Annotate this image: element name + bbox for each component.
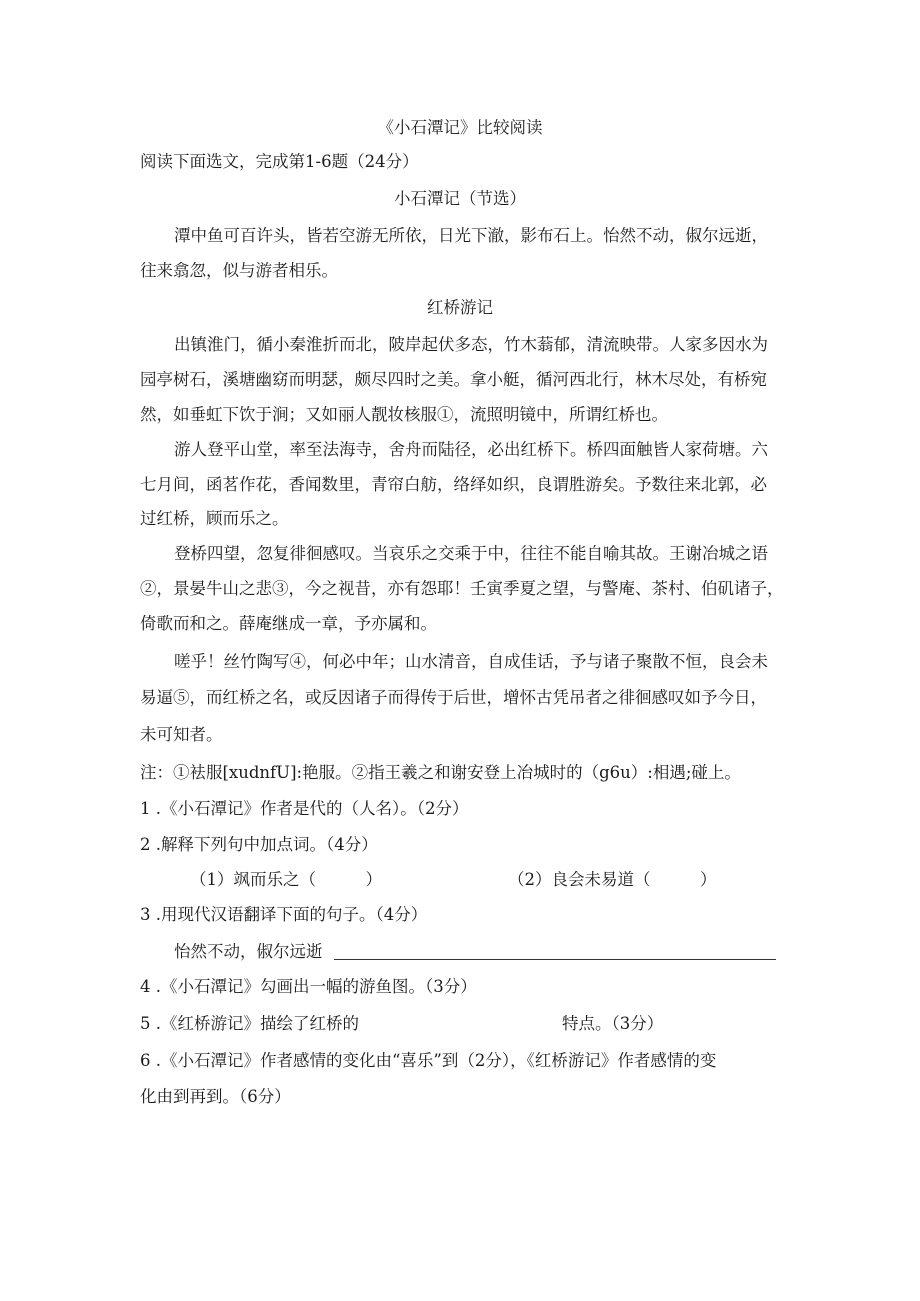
- question-3: 3 .用现代汉语翻译下面的句子。（4分）: [140, 905, 428, 924]
- passage2-p4-line-3: 未可知者。: [140, 725, 223, 744]
- main-title: 《小石潭记》比较阅读: [377, 118, 543, 137]
- question-6-line-1: 6 .《小石潭记》作者感情的变化由“喜乐”到（2分），《红桥游记》作者感情的变: [140, 1051, 717, 1070]
- question-2-item-1: （1）飒而乐之（ ）: [190, 870, 382, 889]
- passage2-p3-line-2: ②，景晏牛山之悲③，今之视昔，亦有怨耶！壬寅季夏之望，与警庵、茶村、伯矶诸子，: [140, 579, 784, 598]
- passage2-p1-line-3: 然，如垂虹下饮于涧；又如丽人靓妆核服①，流照明镜中，所谓红桥也。: [140, 405, 668, 424]
- question-6-line-2: 化由到再到。（6分）: [140, 1087, 291, 1106]
- passage2-p3-line-1: 登桥四望，忽复徘徊感叹。当哀乐之交乘于中，往往不能自喻其故。王谢冶城之语: [174, 544, 768, 563]
- passage2-p4-line-1: 嗟乎！丝竹陶写④，何必中年；山水清音，自成佳话，予与诸子聚散不恒，良会未: [174, 652, 768, 671]
- passage2-title: 红桥游记: [427, 298, 493, 317]
- question-3-sentence: 怡然不动，俶尔远逝: [174, 942, 323, 961]
- instruction: 阅读下面选文，完成第1-6题（24分）: [140, 152, 419, 171]
- passage1-title: 小石潭记（节选）: [394, 189, 526, 208]
- passage2-p1-line-2: 园亭树石，溪塘幽窈而明瑟，颇尽四时之美。拿小艇，循河西北行，林木尽处，有桥宛: [140, 370, 767, 389]
- question-1: 1 .《小石潭记》作者是代的（人名）。（2分）: [140, 799, 469, 818]
- question-5-part-1: 5 .《红桥游记》描绘了红桥的: [140, 1014, 359, 1033]
- passage2-p2-line-2: 七月间，函茗作花，香闻数里，青帘白舫，络绎如织，良谓胜游矣。予数往来北郭，必: [140, 475, 767, 494]
- passage2-p2-line-1: 游人登平山堂，率至法海寺，舍舟而陆径，必出红桥下。桥四面触皆人家荷塘。六: [174, 440, 768, 459]
- question-5-part-2: 特点。（3分）: [562, 1014, 664, 1033]
- passage1-line-1: 潭中鱼可百许头，皆若空游无所依，日光下澈，影布石上。怡然不动，俶尔远逝，: [174, 226, 768, 245]
- passage2-p3-line-3: 倚歌而和之。薛庵继成一章，予亦属和。: [140, 614, 437, 633]
- question-2-item-2: （2）良会未易道（ ）: [508, 870, 717, 889]
- passage2-p2-line-3: 过红桥，顾而乐之。: [140, 509, 289, 528]
- passage2-p4-line-2: 易逼⑤，而红桥之名，或反因诸子而得传于后世，增怀古凭吊者之徘徊感叹如予今日，: [140, 688, 767, 707]
- question-3-answer-line[interactable]: [334, 959, 776, 960]
- question-4: 4 .《小石潭记》勾画出一幅的游鱼图。（3分）: [140, 977, 477, 996]
- annotation-note: 注：①袪服[xudnfU]:艳服。②指王羲之和谢安登上冶城时的（g6u）:相遇;碰上。: [140, 763, 741, 782]
- question-2: 2 .解释下列句中加点词。（4分）: [140, 835, 378, 854]
- passage2-p1-line-1: 出镇淮门，循小秦淮折而北，陂岸起伏多态，竹木蓊郁，清流映带。人家多因水为: [174, 335, 768, 354]
- passage1-line-2: 往来翕忽，似与游者相乐。: [140, 261, 338, 280]
